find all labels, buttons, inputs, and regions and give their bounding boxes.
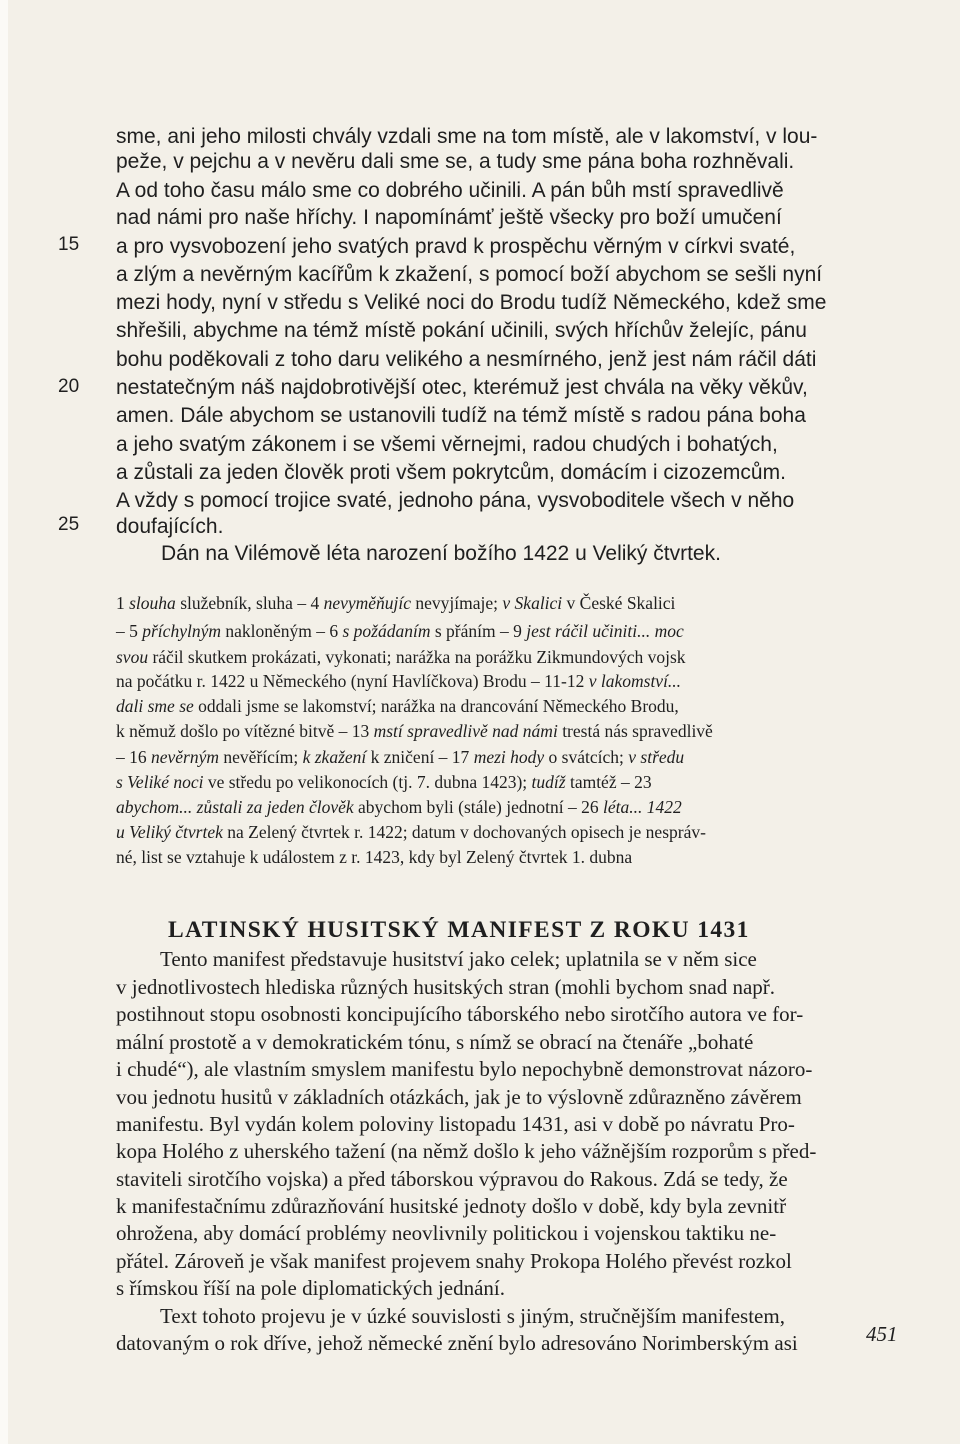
footnote-gloss: na počátku r. 1422 u Německého (nyní Havlíčkova) Brodu – 11-12 [116, 671, 589, 691]
footnote-line [116, 846, 632, 868]
footnote-gloss: ve středu po velikonocích (tj. 7. dubna 1423); [203, 772, 532, 792]
text-line: A vždy s pomocí trojice svaté, jednoho pána, vysvoboditele všech v něho [116, 489, 795, 512]
footnote-term: v středu [628, 747, 685, 767]
footnote-term: s Veliké noci [116, 772, 204, 792]
footnote-line [116, 771, 652, 793]
footnote-term: svou [116, 647, 149, 667]
footnote-term: nevěrným [151, 747, 220, 767]
line-number: 25 [58, 514, 80, 535]
footnote-gloss: na Zelený čtvrtek r. 1422; datum v dochovaných opisech je nespráv- [222, 822, 706, 842]
text-line: sme, ani jeho milosti chvály vzdali sme na tom místě, ale v lakomství, v lou- [116, 125, 818, 148]
text-line: Tento manifest představuje husitství jako celek; uplatnila se v něm sice [160, 947, 757, 971]
footnote-term: v Skalici [502, 593, 563, 613]
footnote-term: u Veliký čtvrtek [116, 822, 223, 842]
footnote-gloss: – 5 [116, 621, 143, 641]
text-line: i chudé“), ale vlastním smyslem manifestu bylo nepochybně demonstrovat názoro- [116, 1057, 813, 1081]
footnote-line [116, 746, 684, 768]
footnote-gloss: v České Skalici [562, 593, 676, 613]
text-line: a pro vysvobození jeho svatých pravd k prospěchu věrným v církvi svaté, [116, 235, 796, 258]
text-line: peže, v pejchu a v nevěru dali sme se, a tudy sme pána boha rozhněvali. [116, 150, 795, 173]
footnote-gloss: abychom byli (stále) jednotní – 26 [353, 797, 603, 817]
footnote-line [116, 796, 682, 818]
text-line: a zůstali za jeden člověk proti všem pokrytcům, domácím i cizozemcům. [116, 461, 786, 484]
footnote-gloss: s přáním – 9 [430, 621, 527, 641]
footnote-gloss: oddali jsme se lakomství; narážka na drancování Německého Brodu, [193, 696, 679, 716]
footnote-term: jest ráčil učiniti... moc [526, 621, 684, 641]
footnote-term: k zkažení [302, 747, 367, 767]
footnote-term: v lakomství... [588, 671, 682, 691]
footnote-term: mezi hody [473, 747, 545, 767]
footnote-term: dali sme se [116, 696, 194, 716]
footnote-gloss: nevěřícím; [219, 747, 303, 767]
text-line: ohrožena, aby domácí problémy neovlivnily politickou i vojenskou taktiku ne- [116, 1221, 777, 1245]
footnote-gloss: nevyjímaje; [411, 593, 503, 613]
text-line: postihnout stopu osobnosti koncipujícího táborského nebo sirotčího autora ve for- [116, 1002, 804, 1026]
footnote-term: léta... 1422 [602, 797, 682, 817]
footnote-gloss: služebník, sluha – 4 [175, 593, 324, 613]
text-line: mezi hody, nyní v středu s Veliké noci do Brodu tudíž Německého, kdež sme [116, 291, 827, 314]
text-line: shřešili, abychme na témž místě pokání učinili, svých hříchův želejíc, pánu [116, 319, 807, 342]
footnote-gloss: nakloněným – 6 [220, 621, 343, 641]
footnote-line [116, 670, 681, 692]
footnote-term: s požádaním [342, 621, 431, 641]
text-line: staviteli sirotčího vojska) a před táborskou výpravou do Rakous. Zdá se tedy, že [116, 1167, 788, 1191]
footnote-gloss: k němuž došlo po vítězné bitvě – 13 [116, 721, 374, 741]
footnote-gloss: – 16 [116, 747, 151, 767]
text-line: vou jednotu husitů v základních otázkách, jak je to výslovně zdůrazněno závěrem [116, 1085, 802, 1109]
text-line: k manifestačnímu zdůrazňování husitské jednoty došlo v době, kdy byla zevnitř [116, 1194, 787, 1218]
footnote-line [116, 592, 675, 614]
text-line: a jeho svatým zákonem i se všemi věrnejmi, radou chudých i bohatých, [116, 433, 778, 456]
text-line: doufajících. [116, 515, 224, 538]
footnote-line [116, 821, 706, 843]
footnote-term: slouha [129, 593, 176, 613]
footnote-gloss: k zničení – 17 [366, 747, 474, 767]
footnote-line [116, 620, 684, 642]
footnote-gloss: 1 [116, 593, 130, 613]
text-line: přátel. Zároveň je však manifest projevem snahy Prokopa Holého převést rozkol [116, 1249, 792, 1273]
text-line: a zlým a nevěrným kacířům k zkažení, s pomocí boží abychom se sešli nyní [116, 263, 823, 286]
footnote-line [116, 695, 679, 717]
line-number: 15 [58, 234, 80, 255]
text-line: A od toho času málo sme co dobrého učinili. A pán bůh mstí spravedlivě [116, 179, 784, 202]
text-line: Text tohoto projevu je v úzké souvislosti s jiným, stručnějším manifestem, [160, 1304, 785, 1328]
footnote-gloss: né, list se vztahuje k událostem z r. 1423, kdy byl Zelený čtvrtek 1. dubna [116, 847, 633, 867]
text-line: s římskou říší na pole diplomatických jednání. [116, 1276, 506, 1300]
footnote-term: nevyměňujíc [323, 593, 412, 613]
page-number: 451 [866, 1322, 898, 1346]
section-heading: LATINSKÝ HUSITSKÝ MANIFEST Z ROKU 1431 [168, 916, 750, 943]
footnote-line [116, 646, 686, 668]
footnote-term: mstí spravedlivě nad námi [373, 721, 558, 741]
date-line: Dán na Vilémově léta narození božího 1422 u Veliký čtvrtek. [161, 542, 721, 565]
footnote-gloss: ráčil skutkem prokázati, vykonati; narážka na porážku Zikmundových vojsk [148, 647, 686, 667]
footnote-gloss: tamtéž – 23 [565, 772, 652, 792]
text-line: mální prostotě a v demokratickém tónu, s nímž se obrací na čtenáře „bohaté [116, 1030, 754, 1054]
text-line: datovaným o rok dříve, jehož německé znění bylo adresováno Norimberským asi [116, 1331, 798, 1355]
footnote-gloss: trestá nás spravedlivě [557, 721, 713, 741]
text-line: kopa Holého z uherského tažení (na němž došlo k jeho vážnějším rozporům s před- [116, 1139, 817, 1163]
footnote-term: příchylným [142, 621, 221, 641]
text-line: manifestu. Byl vydán kolem poloviny listopadu 1431, asi v době po návratu Pro- [116, 1112, 795, 1136]
footnote-term: tudíž [531, 772, 566, 792]
text-line: nad námi pro naše hříchy. I napomínámť ještě všecky pro boží umučení [116, 206, 782, 229]
text-line: v jednotlivostech hlediska různých husitských stran (mohli bychom snad např. [116, 975, 776, 999]
text-line: nestatečným náš najdobrotivější otec, kterémuž jest chvála na věky věkův, [116, 376, 808, 399]
footnote-gloss: o svátcích; [544, 747, 629, 767]
footnote-term: abychom... zůstali za jeden člověk [116, 797, 354, 817]
footnote-line [116, 720, 713, 742]
text-line: bohu poděkovali z toho daru velikého a nesmírného, jenž jest nám ráčil dáti [116, 348, 817, 371]
text-line: amen. Dále abychom se ustanovili tudíž na témž místě s radou pána boha [116, 404, 806, 427]
line-number: 20 [58, 376, 80, 397]
